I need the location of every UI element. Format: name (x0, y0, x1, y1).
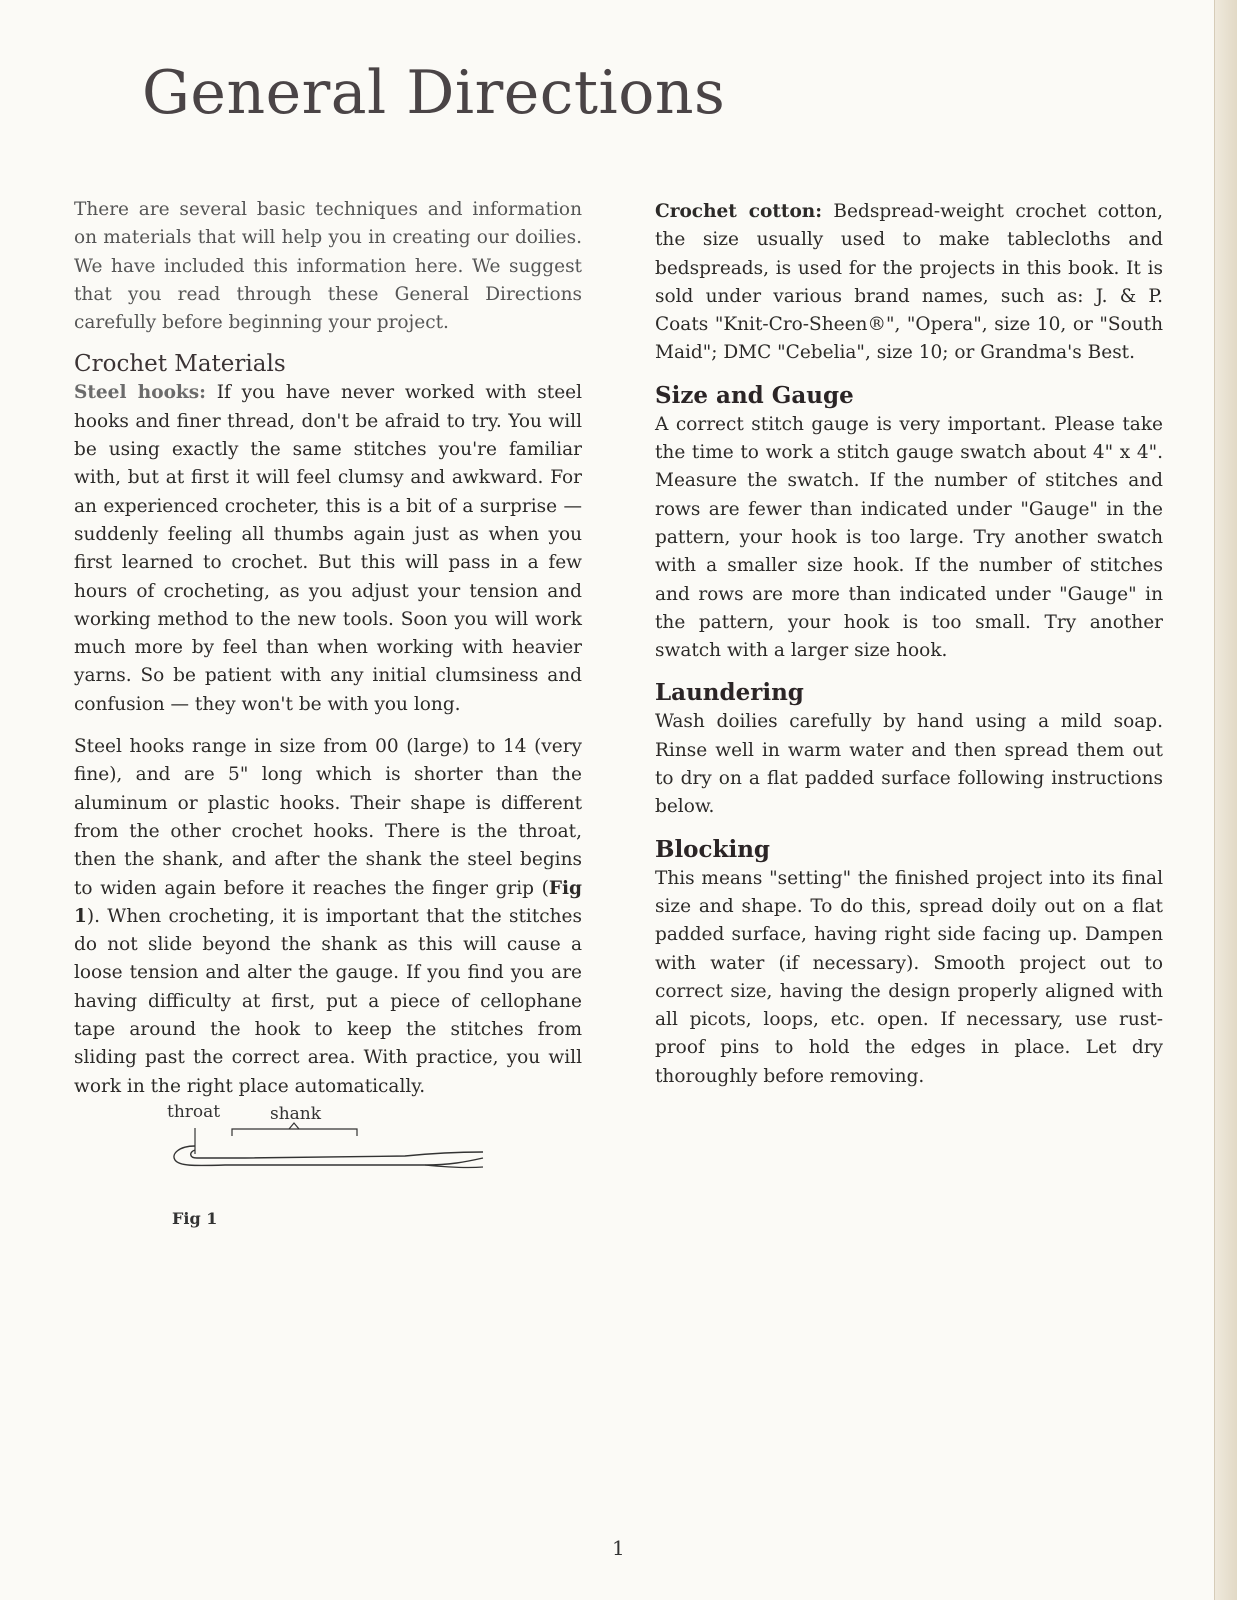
crochet-cotton-paragraph (655, 198, 1163, 368)
laundering-paragraph: Wash doilies carefully by hand using a mild soap. Rinse well in warm water and then spread them out to dry on a flat padded surface following instructions below. (655, 711, 1163, 818)
figure-caption: Fig 1 (172, 1209, 218, 1228)
page-edge (1214, 0, 1237, 1600)
size-gauge-paragraph: A correct stitch gauge is very important. Please take the time to work a stitch gauge swatch about 4" x 4". Measure the swatch. If the number of stitches and rows are fewer than indicated under "Gauge" in the pattern, your hook is too large. Try another swatch with a smaller size hook. If the number of stitches and rows are more than indicated under "Gauge" in the pattern, your hook is too small. Try another swatch with a larger size hook. (655, 413, 1163, 662)
blocking-paragraph: This means "setting" the finished project into its final size and shape. To do this, spread doily out on a flat padded surface, having right side facing up. Dampen with water (if necessary). Smooth project out to correct size, having the design properly aligned with all picots, loops, etc. open. If necessary, use rust-proof pins to hold the edges in place. Let dry thoroughly before removing. (655, 867, 1163, 1087)
crochet-cotton-lead: Crochet cotton: (655, 201, 823, 222)
page-title: General Directions (142, 58, 726, 128)
crochet-cotton-text: Bedspread-weight crochet cotton, the size usually used to make tablecloths and bedspreads, is used for the projects in this book. It is sold under various brand names, such as: J. & P. Coats "Knit-Cro-Sheen®", "Opera", size 10, or "South Maid"; DMC "Cebelia", size 10; or Grandma's Best. (655, 201, 1163, 364)
right-column (655, 198, 1163, 1105)
steel-hooks-paragraph (74, 379, 582, 719)
throat-label: throat (167, 1102, 221, 1122)
intro-paragraph: There are several basic techniques and information on materials that will help you in creating our doilies. We have included this information here. We suggest that you read through these General Directions carefully before beginning your project. (74, 199, 582, 334)
section-heading-laundering: Laundering (655, 679, 804, 707)
steel-hooks-lead: Steel hooks: (74, 382, 206, 404)
steel-hooks-text: If you have never worked with steel hooks and finer thread, don't be afraid to try. You will be using exactly the same stitches you're familiar with, but at first it will feel clumsy and awkward. For an experienced crocheter, this is a bit of a surprise — suddenly feeling all thumbs again just as when you first learned to crochet. But this will pass in a few hours of crocheting, as you adjust your tension and working method to the new tools. Soon you will work much more by feel than when working with heavier yarns. So be patient with any initial clumsiness and confusion — they won't be with you long. (74, 382, 583, 715)
crochet-hook-diagram (165, 1116, 505, 1206)
fig-reference: Fig 1 (74, 877, 582, 927)
page-number: 1 (612, 1536, 625, 1560)
left-column (74, 196, 582, 1115)
section-heading-size-gauge: Size and Gauge (655, 381, 854, 409)
section-heading-crochet-materials: Crochet Materials (74, 351, 286, 378)
hook-sizes-text-a: Steel hooks range in size from 00 (large) to 14 (very fine), and are 5" long which is shorter than the aluminum or plastic hooks. Their shape is different from the other crochet hooks. There is the throat, then the shank, and after the shank the steel begins to widen again before it reaches the finger grip ( (74, 736, 582, 899)
section-heading-blocking: Blocking (655, 835, 770, 863)
hook-sizes-paragraph (74, 733, 582, 1101)
hook-sizes-text-b: ). When crocheting, it is important that the stitches do not slide beyond the shank as this will cause a loose tension and alter the gauge. If you find you are having difficulty at first, put a piece of cellophane tape around the hook to keep the stitches from sliding past the correct area. With practice, you will work in the right place automatically. (74, 905, 582, 1097)
shank-label: shank (270, 1104, 322, 1124)
